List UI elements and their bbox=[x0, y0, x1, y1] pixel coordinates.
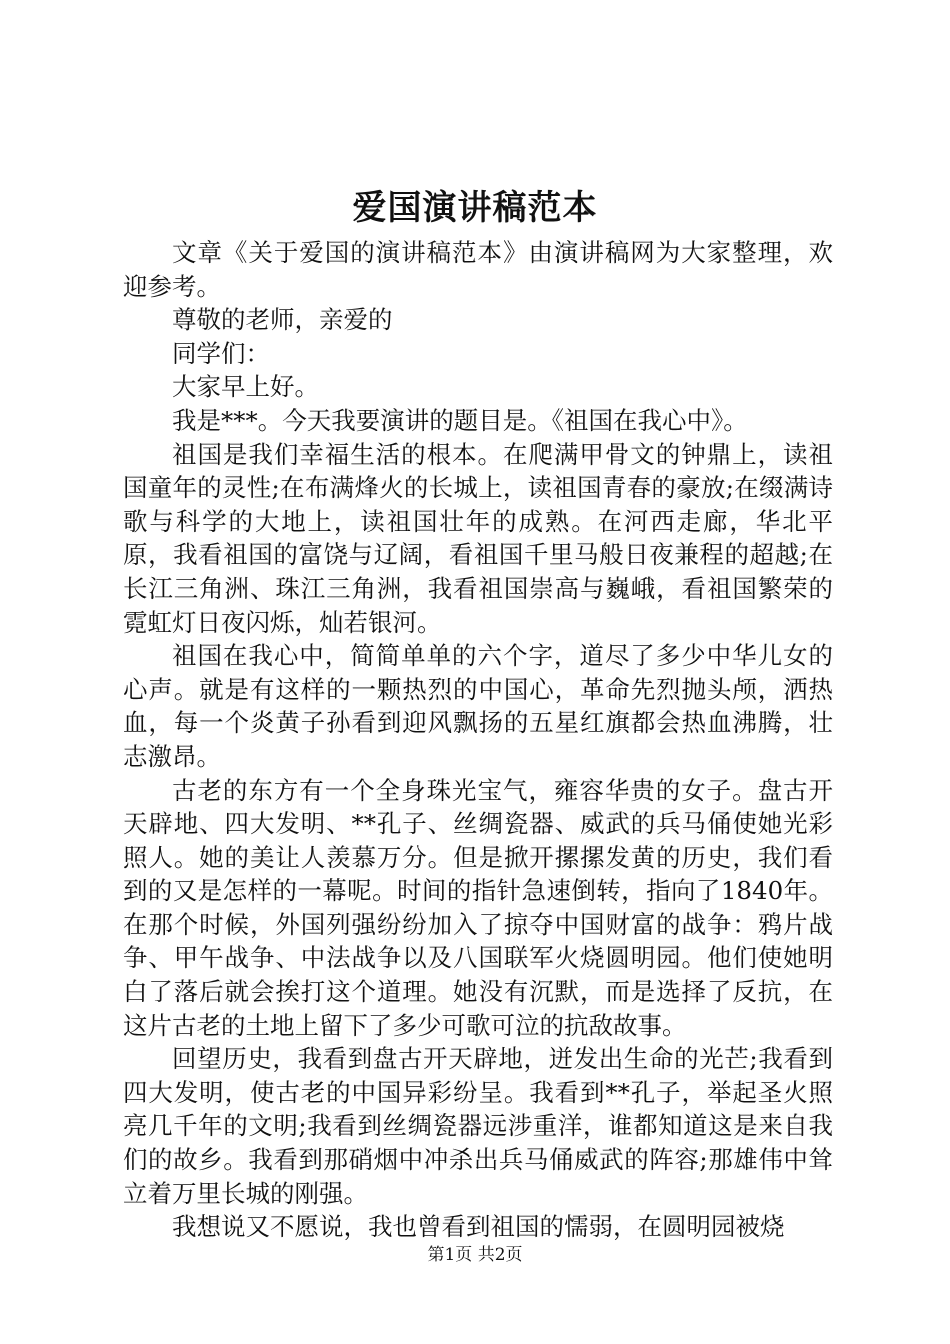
paragraph: 古老的东方有一个全身珠光宝气，雍容华贵的女子。盘古开天辟地、四大发明、**孔子、丝绸瓷器、威武的兵马俑使她光彩照人。她的美让人羡慕万分。但是掀开摞摞发黄的历史，我们看到的又是怎样的一幕呢。时间的指针急速倒转，指向了1840年。在那个时候，外国列强纷纷加入了掠夺中国财富的战争：鸦片战争、甲午战争、中法战争以及八国联军火烧圆明园。他们使她明白了落后就会挨打这个道理。她没有沉默，而是选择了反抗，在这片古老的土地上留下了多少可歌可泣的抗敌故事。 bbox=[123, 775, 833, 1040]
paragraph-topic: 我是***。今天我要演讲的题目是。《祖国在我心中》。 bbox=[172, 405, 748, 435]
paragraph-greeting-3: 大家早上好。 bbox=[172, 372, 319, 402]
paragraph-greeting-1: 尊敬的老师，亲爱的 bbox=[172, 305, 393, 335]
document-title: 爱国演讲稿范本 bbox=[352, 188, 598, 228]
paragraph: 我想说又不愿说，我也曾看到祖国的懦弱，在圆明园被烧 bbox=[172, 1212, 785, 1242]
page-number-footer: 第1页 共2页 bbox=[427, 1245, 523, 1265]
paragraph: 回望历史，我看到盘古开天辟地，迸发出生命的光芒;我看到四大发明，使古老的中国异彩纷呈。我看到**孔子，举起圣火照亮几千年的文明;我看到丝绸瓷器远涉重洋，谁都知道这是来自我们的故乡。我看到那硝烟中冲杀出兵马俑威武的阵容;那雄伟中耸立着万里长城的刚强。 bbox=[123, 1044, 833, 1208]
document-body bbox=[123, 236, 833, 1244]
paragraph-greeting-2: 同学们： bbox=[172, 338, 270, 368]
paragraph: 祖国是我们幸福生活的根本。在爬满甲骨文的钟鼎上，读祖国童年的灵性;在布满烽火的长城上，读祖国青春的豪放;在缀满诗歌与科学的大地上，读祖国壮年的成熟。在河西走廊，华北平原，我看祖国的富饶与辽阔，看祖国千里马般日夜兼程的超越;在长江三角洲、珠江三角洲，我看祖国崇高与巍峨，看祖国繁荣的霓虹灯日夜闪烁，灿若银河。 bbox=[123, 439, 833, 637]
paragraph: 祖国在我心中，简简单单的六个字，道尽了多少中华儿女的心声。就是有这样的一颗热烈的中国心，革命先烈抛头颅，洒热血，每一个炎黄子孙看到迎风飘扬的五星红旗都会热血沸腾，壮志激昂。 bbox=[123, 641, 833, 771]
paragraph-intro: 文章《关于爱国的演讲稿范本》由演讲稿网为大家整理，欢迎参考。 bbox=[123, 238, 833, 301]
